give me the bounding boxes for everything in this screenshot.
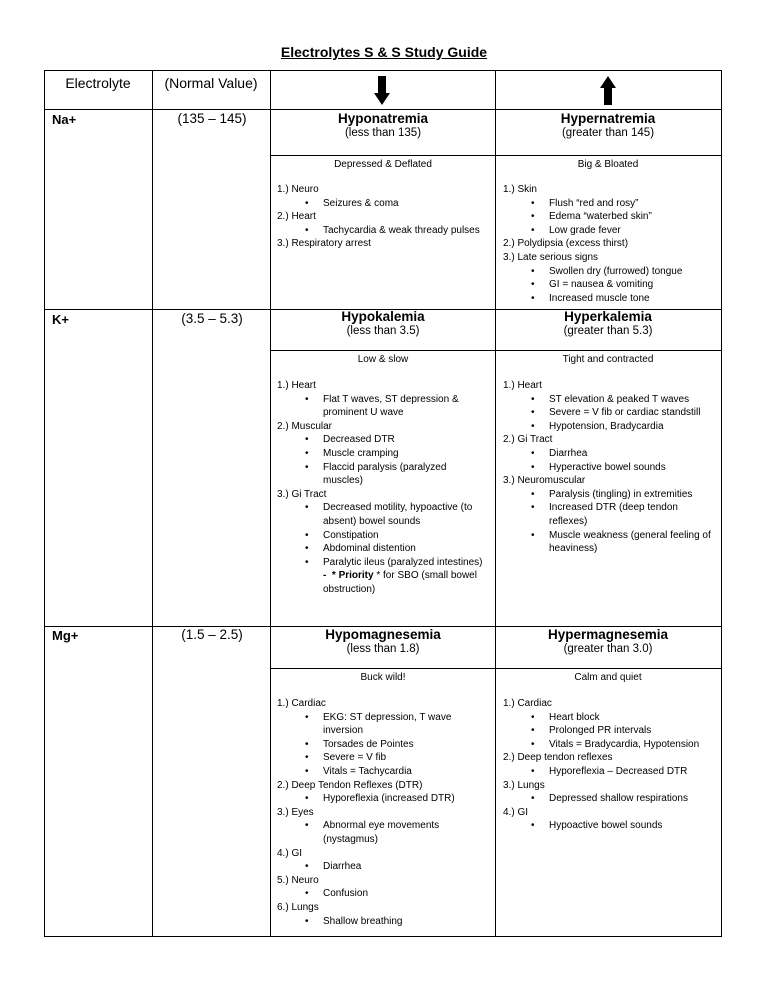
- bullet-item: • Prolonged PR intervals: [503, 724, 715, 738]
- condition-subtitle: Depressed & Deflated: [334, 159, 432, 170]
- bullet-item: • ST elevation & peaked T waves: [503, 393, 715, 407]
- bullet-list: [277, 819, 489, 846]
- bullet-item: • Decreased motility, hypoactive (to absent) bowel sounds: [277, 501, 489, 528]
- bullet-list: [277, 792, 489, 806]
- bullet-list: [277, 393, 489, 420]
- section-title: 1.) Skin: [503, 184, 537, 195]
- bullet-item: • Diarrhea: [277, 860, 489, 874]
- electrolyte-name: Mg+: [52, 628, 79, 643]
- bullet-list: [277, 224, 489, 238]
- bullet-list: [277, 501, 489, 569]
- bullet-item: • Severe = V fib or cardiac standstill: [503, 406, 715, 420]
- section-title: 3.) Late serious signs: [503, 251, 599, 263]
- bullet-item: • Flat T waves, ST depression & prominent U wave: [277, 393, 489, 420]
- page-title: Electrolytes S & S Study Guide: [280, 44, 488, 60]
- bullet-list: [277, 915, 489, 929]
- section-title: 6.) Lungs: [277, 901, 319, 913]
- bullet-item: • Paralytic ileus (paralyzed intestines): [277, 556, 489, 570]
- bullet-item: • Flaccid paralysis (paralyzed muscles): [277, 461, 489, 488]
- header-electrolyte: Electrolyte: [65, 75, 131, 91]
- bullet-item: • Seizures & coma: [277, 197, 489, 211]
- symptom-list: [503, 697, 715, 833]
- priority-label: Priority: [338, 570, 374, 582]
- bullet-item: • Abdominal distention: [277, 542, 489, 556]
- bullet-item: • Hypotension, Bradycardia: [503, 420, 715, 434]
- bullet-item: • Vitals = Tachycardia: [277, 765, 489, 779]
- bullet-item: • Abnormal eye movements (nystagmus): [277, 819, 489, 846]
- up-arrow-icon: [600, 76, 616, 105]
- bullet-list: [277, 433, 489, 487]
- symptom-list: [503, 183, 715, 305]
- bullet-list: [277, 197, 489, 211]
- column-divider: [270, 70, 271, 936]
- normal-value: (1.5 – 2.5): [181, 627, 243, 642]
- section-title: 3.) Lungs: [503, 779, 545, 791]
- section-title: 3.) Eyes: [277, 806, 314, 818]
- condition-name: Hypomagnesemia: [325, 627, 441, 642]
- section-title: 4.) GI: [503, 806, 529, 818]
- high-condition-header: [496, 309, 720, 337]
- bullet-item: • Shallow breathing: [277, 915, 489, 929]
- bullet-item: • Confusion: [277, 887, 489, 901]
- electrolyte-name: K+: [52, 312, 69, 327]
- bullet-item: • Constipation: [277, 529, 489, 543]
- bullet-item: • EKG: ST depression, T wave inversion: [277, 711, 489, 738]
- condition-subtitle: Buck wild!: [360, 672, 406, 683]
- electrolyte-name: Na+: [52, 112, 77, 127]
- symptom-list: [277, 379, 489, 597]
- condition-name: Hyperkalemia: [564, 309, 652, 324]
- low-condition-header: [271, 111, 495, 139]
- column-divider: [152, 70, 153, 936]
- section-title: 1.) Cardiac: [277, 698, 326, 709]
- condition-range: (less than 135): [344, 127, 422, 139]
- bullet-item: • Vitals = Bradycardia, Hypotension: [503, 738, 715, 752]
- bullet-list: [503, 765, 715, 779]
- condition-range: (greater than 3.0): [563, 643, 653, 655]
- section-title: 2.) Heart: [277, 211, 316, 223]
- symptom-list: [503, 379, 715, 556]
- condition-range: (less than 3.5): [346, 325, 420, 337]
- priority-note: [277, 569, 489, 596]
- priority-prefix: - *: [323, 570, 339, 582]
- header-normal-value: (Normal Value): [164, 75, 258, 91]
- normal-value: (3.5 – 5.3): [181, 311, 243, 326]
- bullet-list: [503, 447, 715, 474]
- bullet-item: • Severe = V fib: [277, 751, 489, 765]
- normal-value: (135 – 145): [177, 111, 247, 126]
- bullet-list: [277, 887, 489, 901]
- condition-name: Hypermagnesemia: [547, 627, 669, 642]
- row-divider: [44, 109, 722, 110]
- bullet-item: • Muscle cramping: [277, 447, 489, 461]
- bullet-item: • Hypoactive bowel sounds: [503, 819, 715, 833]
- priority-text: * for SBO (small bowel obstruction): [323, 570, 477, 595]
- bullet-list: [503, 197, 715, 238]
- column-divider: [495, 70, 496, 936]
- bullet-list: [277, 860, 489, 874]
- bullet-item: • Depressed shallow respirations: [503, 792, 715, 806]
- section-title: 4.) GI: [277, 847, 303, 859]
- high-condition-header: [496, 627, 720, 655]
- bullet-item: • Hyperactive bowel sounds: [503, 461, 715, 475]
- bullet-list: [503, 819, 715, 833]
- section-title: 2.) Gi Tract: [503, 434, 553, 446]
- section-title: 3.) Gi Tract: [277, 488, 327, 500]
- section-title: 1.) Heart: [503, 380, 542, 391]
- table-border-left: [44, 70, 45, 936]
- bullet-list: [503, 711, 715, 752]
- symptom-list: [277, 697, 489, 928]
- condition-range: (greater than 5.3): [563, 325, 653, 337]
- bullet-item: • Low grade fever: [503, 224, 715, 238]
- section-title: 1.) Heart: [277, 380, 316, 391]
- bullet-item: • Flush “red and rosy”: [503, 197, 715, 211]
- row-divider: [270, 350, 722, 351]
- bullet-list: [503, 393, 715, 434]
- condition-subtitle: Calm and quiet: [574, 672, 642, 683]
- bullet-item: • GI = nausea & vomiting: [503, 278, 715, 292]
- condition-name: Hypernatremia: [560, 111, 656, 126]
- condition-subtitle: Low & slow: [357, 354, 409, 365]
- condition-range: (less than 1.8): [346, 643, 420, 655]
- table-border-top: [44, 70, 722, 71]
- bullet-item: • Swollen dry (furrowed) tongue: [503, 265, 715, 279]
- section-title: 2.) Muscular: [277, 420, 333, 432]
- condition-name: Hyponatremia: [337, 111, 429, 126]
- table-border-right: [721, 70, 722, 936]
- bullet-item: • Increased DTR (deep tendon reflexes): [503, 501, 715, 528]
- bullet-item: • Diarrhea: [503, 447, 715, 461]
- section-title: 5.) Neuro: [277, 874, 319, 886]
- bullet-list: [277, 711, 489, 779]
- bullet-item: • Hyporeflexia – Decreased DTR: [503, 765, 715, 779]
- down-arrow-icon: [374, 76, 390, 105]
- bullet-item: • Edema “waterbed skin”: [503, 210, 715, 224]
- section-title: 2.) Deep tendon reflexes: [503, 752, 613, 764]
- bullet-item: • Heart block: [503, 711, 715, 725]
- section-title: 2.) Polydipsia (excess thirst): [503, 238, 629, 250]
- section-title: 3.) Neuromuscular: [503, 475, 586, 487]
- bullet-item: • Increased muscle tone: [503, 292, 715, 306]
- symptom-list: [277, 183, 489, 251]
- high-condition-header: [496, 111, 720, 139]
- section-title: 2.) Deep Tendon Reflexes (DTR): [277, 779, 423, 791]
- section-title: 3.) Respiratory arrest: [277, 238, 371, 250]
- bullet-item: • Muscle weakness (general feeling of heaviness): [503, 529, 715, 556]
- bullet-list: [503, 488, 715, 556]
- bullet-item: • Decreased DTR: [277, 433, 489, 447]
- low-condition-header: [271, 309, 495, 337]
- condition-name: Hypokalemia: [341, 309, 425, 324]
- condition-subtitle: Big & Bloated: [577, 159, 639, 170]
- section-title: 1.) Cardiac: [503, 698, 552, 709]
- table-border-bottom: [44, 936, 722, 937]
- row-divider: [270, 668, 722, 669]
- condition-range: (greater than 145): [561, 127, 655, 139]
- bullet-item: • Hyporeflexia (increased DTR): [277, 792, 489, 806]
- condition-subtitle: Tight and contracted: [562, 354, 654, 365]
- electrolytes-table: [44, 70, 722, 936]
- bullet-item: • Torsades de Pointes: [277, 738, 489, 752]
- bullet-list: [503, 265, 715, 306]
- low-condition-header: [271, 627, 495, 655]
- bullet-list: [503, 792, 715, 806]
- bullet-item: • Paralysis (tingling) in extremities: [503, 488, 715, 502]
- section-title: 1.) Neuro: [277, 184, 319, 195]
- row-divider: [270, 155, 722, 156]
- bullet-item: • Tachycardia & weak thready pulses: [277, 224, 489, 238]
